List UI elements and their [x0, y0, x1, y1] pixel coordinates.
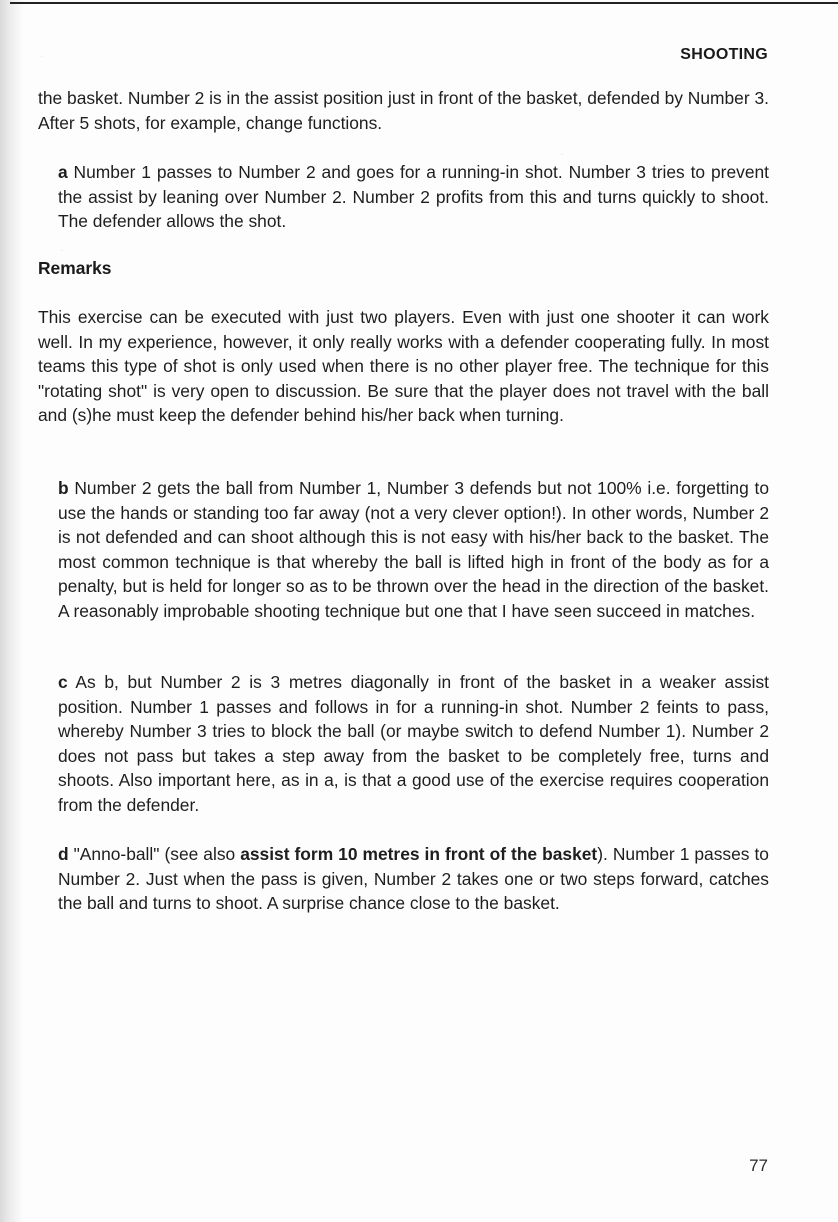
- item-d-text-2: ). Number 1 passes to Number 2. Just when the pass is given, Number 2 takes one or two steps forward, catches the ball and turns to shoot. A surprise chance close to the basket.: [58, 844, 769, 913]
- remarks-paragraph: [38, 305, 769, 428]
- item-b-letter: b: [58, 478, 69, 498]
- item-d-text-1: "Anno-ball" (see also: [68, 844, 241, 864]
- item-d-paragraph: [58, 842, 769, 916]
- page-number: 77: [749, 1156, 768, 1175]
- item-b-text: Number 2 gets the ball from Number 1, Number 3 defends but not 100% i.e. forgetting to use the hands or standing too far away (not a very clever option!). In other words, Number 2 is not defended and can shoot although this is not easy with his/her back to the basket. The most common technique is that whereby the ball is lifted high in front of the body as for a penalty, but is held for longer so as to be thrown over the head in the direction of the basket. A reasonably improbable shooting technique but one that I have seen succeed in matches.: [58, 478, 769, 621]
- binding-shadow: [0, 0, 22, 1222]
- remarks-text: This exercise can be executed with just two players. Even with just one shooter it can work well. In my experience, however, it only really works with a defender cooperating fully. In most teams this type of shot is only used when there is no other player free. The technique for this "rotating shot" is very open to discussion. Be sure that the player does not travel with the ball and (s)he must keep the defender behind his/her back when turning.: [38, 307, 769, 425]
- item-b-paragraph: [58, 476, 769, 623]
- intro-text: the basket. Number 2 is in the assist position just in front of the basket, defended by Number 3. After 5 shots, for example, change functions.: [38, 88, 769, 133]
- item-a-paragraph: [58, 160, 769, 234]
- item-c-paragraph: [58, 670, 769, 817]
- intro-paragraph: [38, 86, 769, 135]
- running-head: SHOOTING: [680, 46, 768, 63]
- top-edge-line: [10, 2, 838, 4]
- item-d-letter: d: [58, 844, 69, 864]
- item-c-letter: c: [58, 672, 68, 692]
- item-a-letter: a: [58, 162, 68, 182]
- remarks-heading: Remarks: [38, 258, 112, 278]
- item-a-text: Number 1 passes to Number 2 and goes for a running-in shot. Number 3 tries to prevent the assist by leaning over Number 2. Number 2 profits from this and turns quickly to shoot. The defender allows the shot.: [58, 162, 769, 231]
- item-d-cross-reference: assist form 10 metres in front of the basket: [240, 844, 598, 864]
- item-c-text: As b, but Number 2 is 3 metres diagonally in front of the basket in a weaker assist position. Number 1 passes and follows in for a running-in shot. Number 2 feints to pass, whereby Number 3 tries to block the ball (or maybe switch to defend Number 1). Number 2 does not pass but takes a step away from the basket to be completely free, turns and shoots. Also important here, as in a, is that a good use of the exercise requires cooperation from the defender.: [58, 672, 769, 815]
- bleed-through-texture: . . .: [40, 44, 564, 254]
